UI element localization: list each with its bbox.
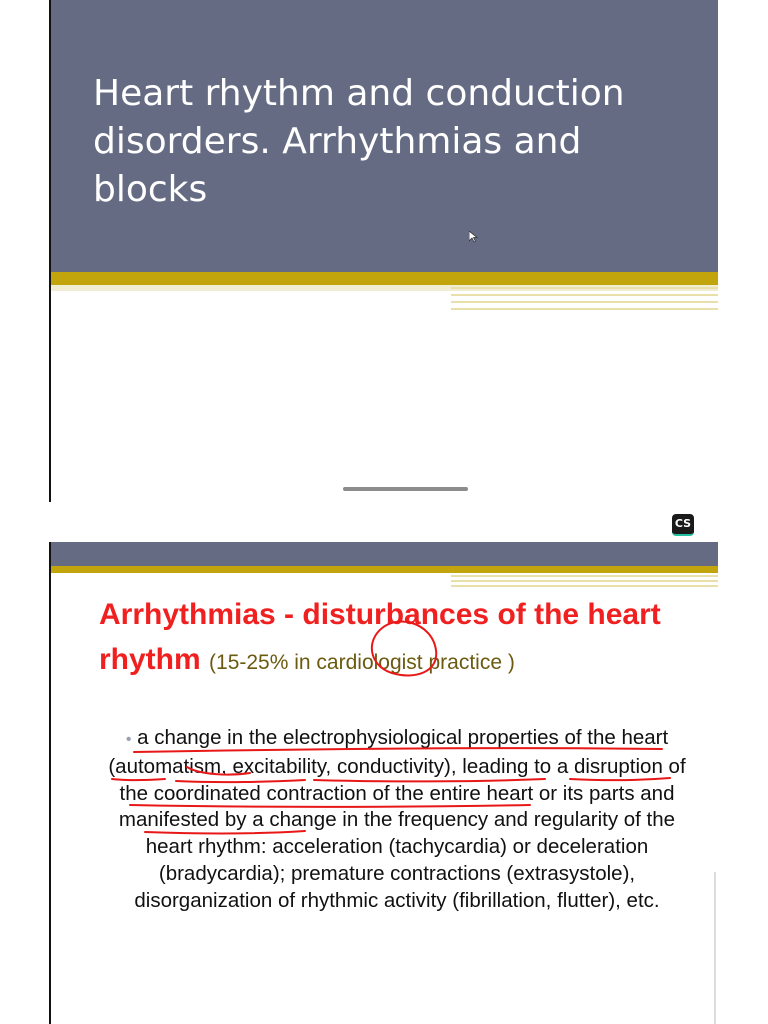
slide-2-decorative-stripes xyxy=(451,573,718,587)
slide-2-title-text: Arrhythmias - disturbances of the heart rhythm xyxy=(99,598,661,676)
slide-1-title: Heart rhythm and conduction disorders. Arrhythmias and blocks xyxy=(93,73,625,210)
slide-2-body-text: a change in the electrophysiological properties of the heart (automatism, excitability, conductivity), leading to a disruption of the coordinated contraction of the entire heart or its parts and manifested by a change in the frequency and regularity of the heart rhythm: acceleration (tachycardia) or deceleration (bradycardia); premature contractions (extrasystole), disorganization of rhythmic activity (fibrillation, flutter), etc. xyxy=(108,726,686,912)
slide-2-right-edge xyxy=(714,872,716,1024)
slide-2 xyxy=(51,542,718,1024)
decorative-stripes xyxy=(451,285,718,311)
slide-2-note: (15-25% in cardiologist practice ) xyxy=(209,651,515,674)
slide-1 xyxy=(51,0,718,502)
mouse-cursor-icon xyxy=(469,231,479,243)
slide-1-header xyxy=(51,0,718,272)
slide-2-body xyxy=(107,725,687,915)
page-scrollbar[interactable] xyxy=(343,487,468,491)
gold-band xyxy=(51,272,718,285)
cs-badge-icon[interactable]: CS xyxy=(672,514,694,536)
bullet-marker: • xyxy=(125,731,132,748)
slide-2-gold-band xyxy=(51,566,718,573)
slide-2-title xyxy=(99,592,709,685)
slide-2-header xyxy=(51,542,718,566)
